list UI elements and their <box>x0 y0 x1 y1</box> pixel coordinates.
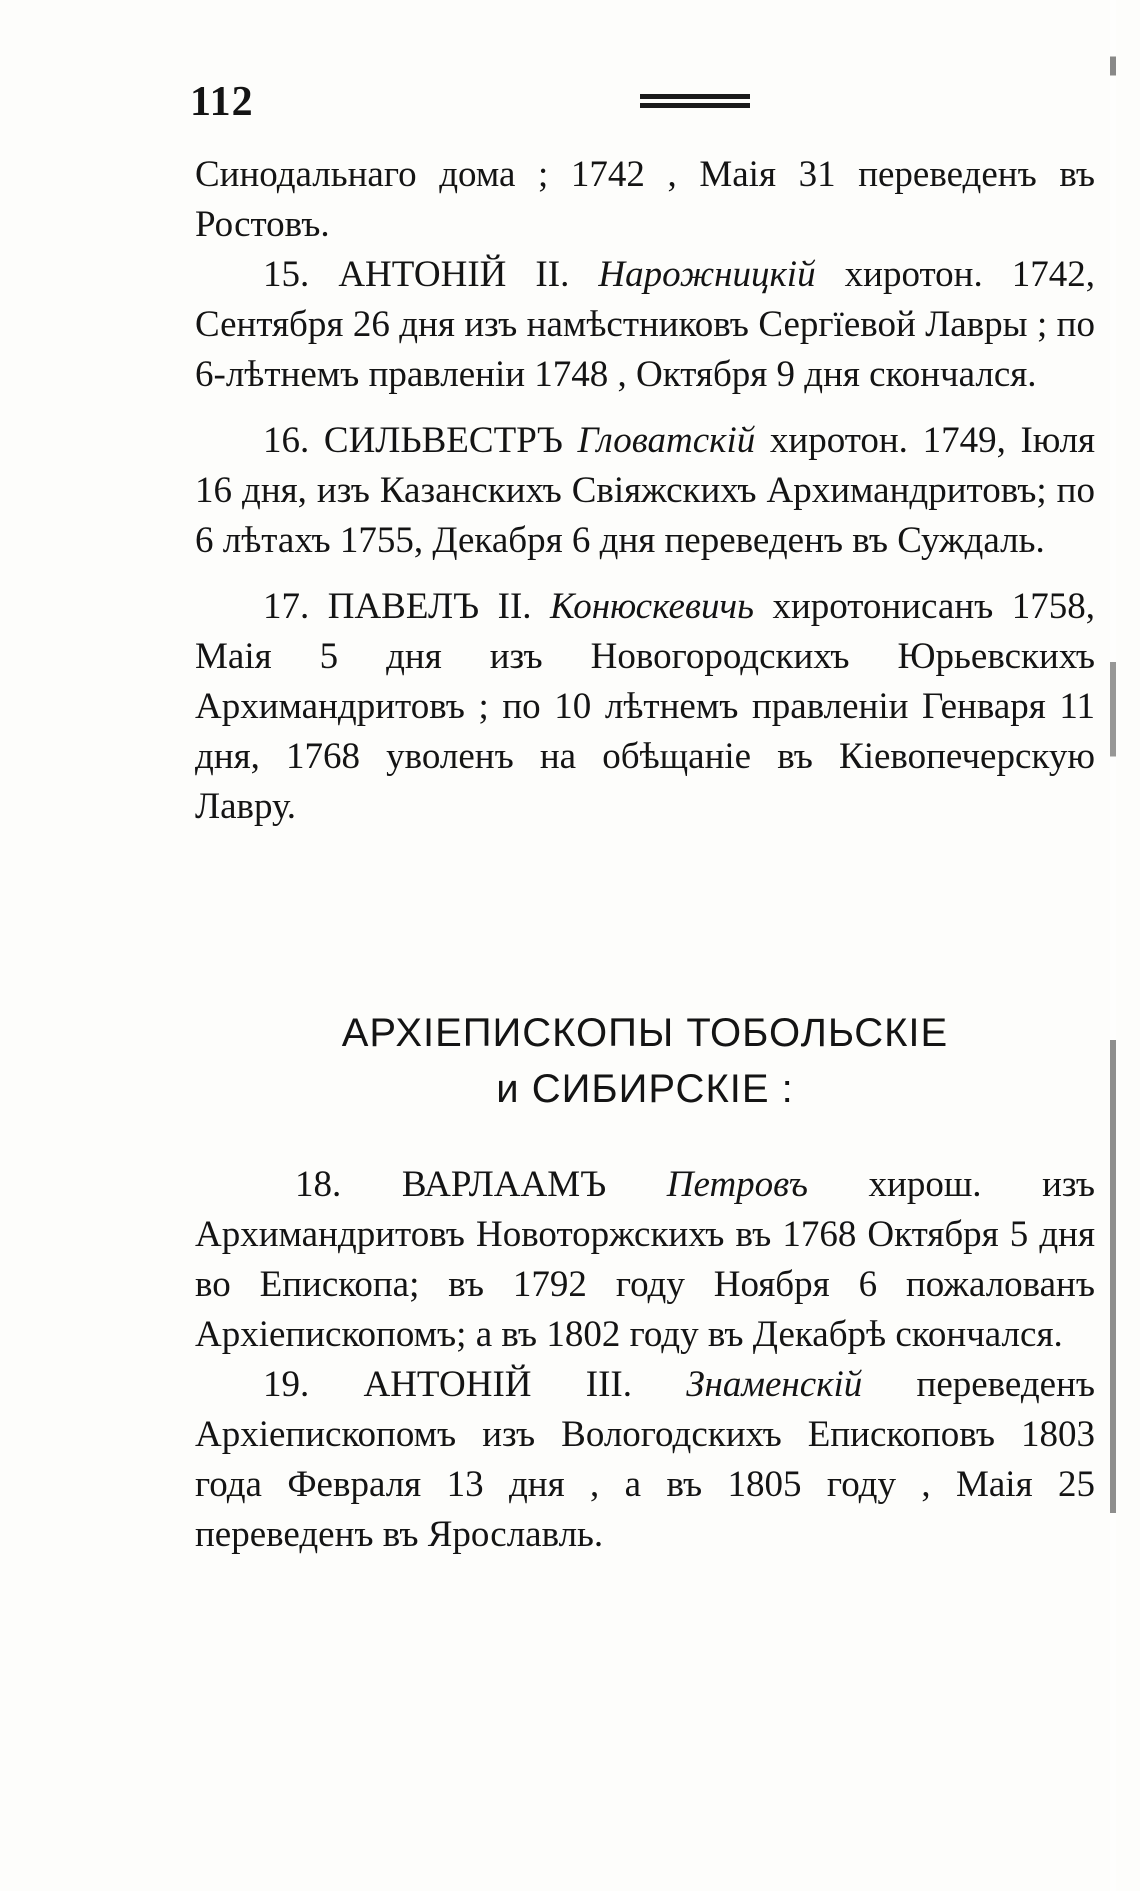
entry-name: АНТОНІЙ III. <box>363 1364 632 1405</box>
entry-15 <box>195 250 1095 400</box>
entry-text: хиротонисанъ 1758, Маія 5 дня изъ Новогородскихъ Юрьевскихъ Архимандритовъ ; по 10 лѣтнемъ правленіи Генваря 11 дня, 1768 уволенъ на обѣщаніе въ Кіевопечерскую Лавру. <box>195 586 1095 827</box>
entry-19 <box>195 1360 1095 1560</box>
entry-name: СИЛЬВЕСТРЪ <box>323 420 563 461</box>
entry-number: 19. <box>263 1364 310 1405</box>
entry-surname: Конюскевичь <box>550 586 754 627</box>
entry-number: 15. <box>263 254 310 295</box>
entry-text: хиротон. 1742, Сентября 26 дня изъ намѣстниковъ Сергїевой Лавры ; по 6-лѣтнемъ правленіи 1748 , Октября 9 дня скончался. <box>195 254 1096 395</box>
entry-name: АНТОНІЙ II. <box>338 254 570 295</box>
header-ornament <box>640 94 750 116</box>
continuation-paragraph: Синодальнаго дома ; 1742 , Маія 31 переведенъ въ Ростовъ. <box>195 154 1095 245</box>
entry-surname: Знаменскій <box>686 1364 863 1405</box>
entry-text: хирош. изъ Архимандритовъ Новоторжскихъ въ 1768 Октября 5 дня во Епископа; въ 1792 году Ноября 6 пожалованъ Архіепископомъ; а въ 1802 году въ Декабрѣ скончался. <box>195 1164 1096 1355</box>
entry-text: переведенъ Архіепископомъ изъ Вологодскихъ Епископовъ 1803 года Февраля 13 дня , а въ 1805 году , Маія 25 переведенъ въ Ярославль. <box>195 1364 1096 1555</box>
page-edge-shadow <box>1110 0 1116 1891</box>
entry-number: 16. <box>263 420 310 461</box>
entry-17 <box>195 582 1095 832</box>
page-header <box>190 78 1030 138</box>
section-heading <box>195 1005 1095 1117</box>
entry-surname: Нарожницкій <box>598 254 816 295</box>
section-heading-line-2: и СИБИРСКІЕ : <box>496 1067 794 1111</box>
entry-name: ПАВЕЛЪ II. <box>327 586 532 627</box>
main-text-top <box>195 150 1095 832</box>
entry-16 <box>195 416 1095 566</box>
entry-18 <box>195 1160 1095 1360</box>
entry-surname: Гловатскій <box>577 420 756 461</box>
entry-name: ВАРЛААМЪ <box>401 1164 607 1205</box>
section-heading-line-1: АРХІЕПИСКОПЫ ТОБОЛЬСКІЕ <box>341 1011 949 1055</box>
page-number: 112 <box>190 79 254 125</box>
entry-number: 18. <box>295 1164 342 1205</box>
entry-surname: Петровъ <box>666 1164 808 1205</box>
entry-text: хиротон. 1749, Іюля 16 дня, изъ Казанскихъ Свіяжскихъ Архимандритовъ; по 6 лѣтахъ 1755, Декабря 6 дня переведенъ въ Суждаль. <box>195 420 1095 561</box>
entry-number: 17. <box>263 586 310 627</box>
main-text-bottom <box>195 1160 1095 1560</box>
